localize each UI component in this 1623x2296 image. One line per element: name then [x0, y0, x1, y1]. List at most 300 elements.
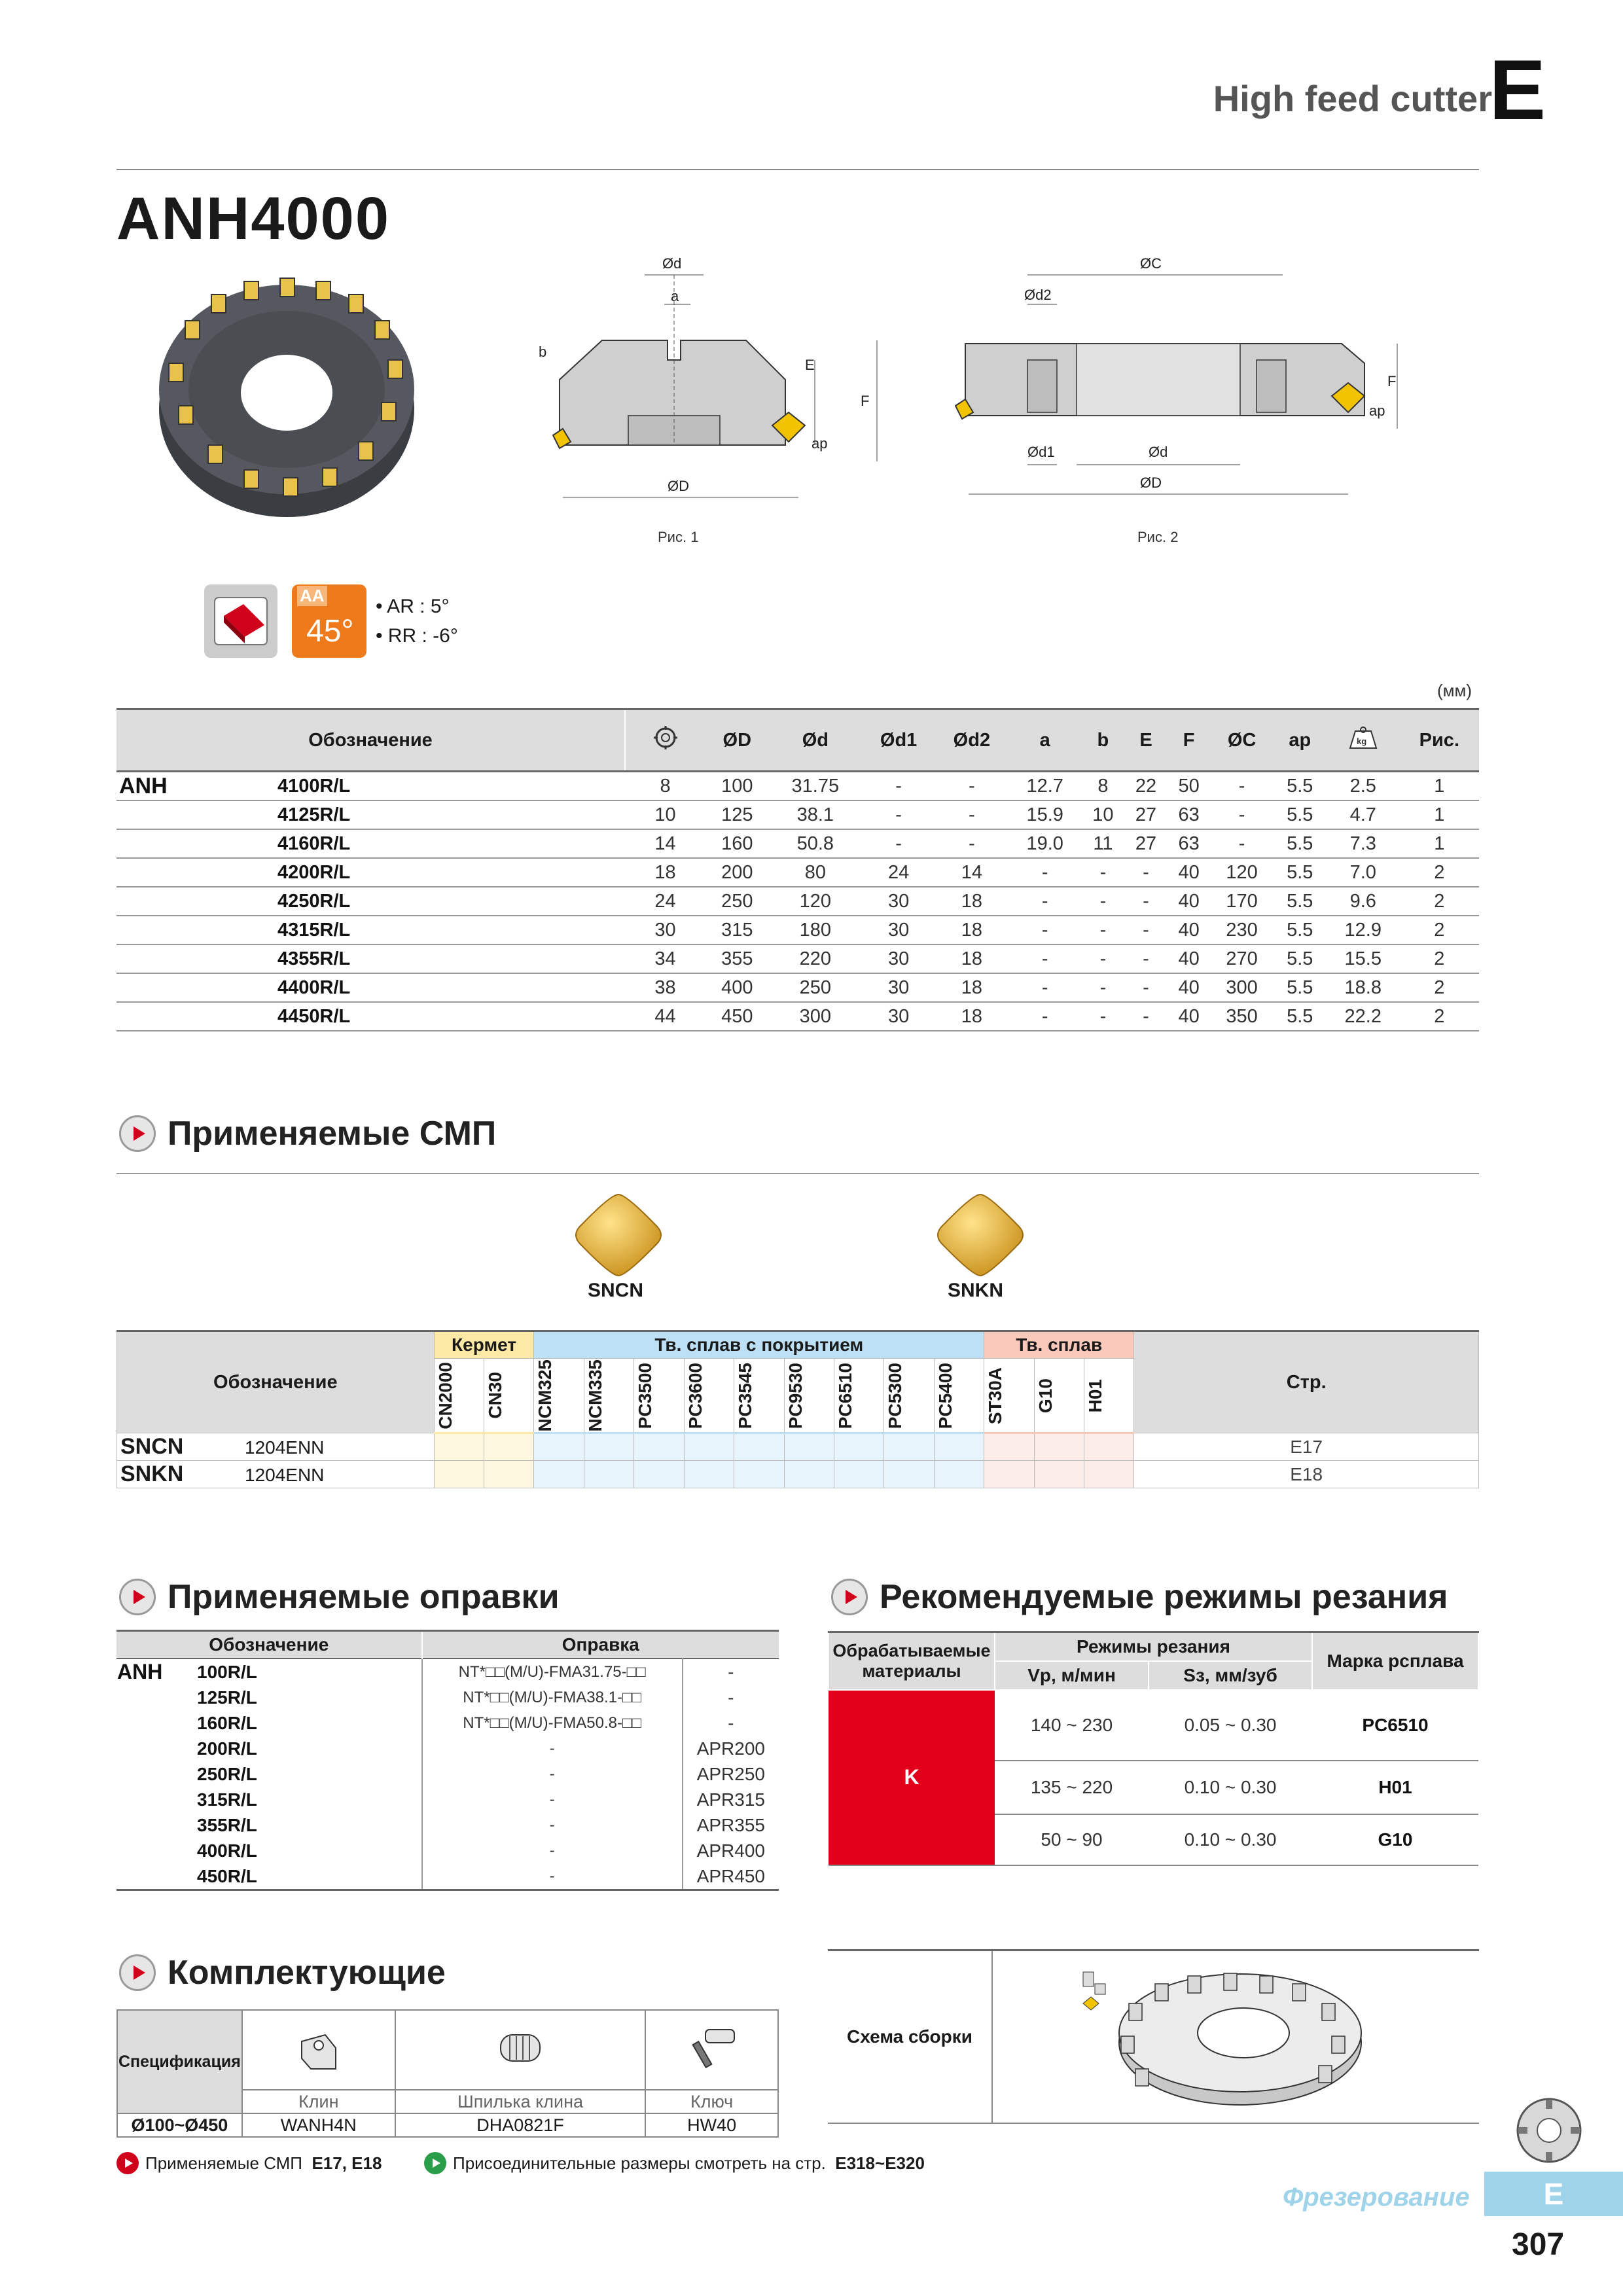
grade-cell — [784, 1461, 834, 1488]
arbor-nt: - — [422, 1787, 683, 1812]
table-cell: 27 — [1124, 829, 1168, 858]
grade-cell — [984, 1433, 1034, 1461]
table-cell: 12.9 — [1327, 916, 1400, 944]
arbors-section-title: Применяемые оправки — [168, 1578, 560, 1616]
table-cell: - — [935, 800, 1008, 829]
insert-designation — [117, 1461, 435, 1488]
table-cell: 7.0 — [1327, 858, 1400, 887]
grade-name — [484, 1359, 534, 1433]
arbor-nt: - — [422, 1761, 683, 1787]
arbor-nt: - — [422, 1736, 683, 1761]
table-cell: 125 — [705, 800, 768, 829]
insert-prefix: SNCN — [120, 1434, 184, 1460]
row-code: 250R/L — [196, 1761, 422, 1787]
grade-name — [434, 1359, 484, 1433]
header-E: E — [1124, 709, 1168, 772]
table-cell: 100 — [705, 772, 768, 801]
table-cell: 22 — [1124, 772, 1168, 801]
table-cell: 38 — [625, 973, 705, 1002]
table-cell: 10 — [625, 800, 705, 829]
grade-cell — [484, 1433, 534, 1461]
grade-name-text: PC5300 — [885, 1362, 906, 1429]
table-cell: - — [1210, 772, 1273, 801]
table-row — [116, 772, 1479, 801]
arbor-apr: - — [728, 1687, 734, 1708]
note-arrow-icon — [424, 2152, 446, 2174]
table-cell: 24 — [862, 858, 935, 887]
arbor-nt: NT*□□(M/U)-FMA31.75-□□ — [422, 1659, 683, 1685]
table-cell: 24 — [625, 887, 705, 916]
parts-range: Ø100~Ø450 — [117, 2113, 242, 2137]
group-coated: Тв. сплав с покрытием — [534, 1331, 984, 1359]
grade-name-text: G10 — [1035, 1378, 1056, 1413]
table-cell: 27 — [1124, 800, 1168, 829]
inserts-section-title: Применяемые СМП — [168, 1115, 497, 1153]
table-cell: 18 — [935, 887, 1008, 916]
table-cell: 22.2 — [1327, 1002, 1400, 1031]
table-cell: 30 — [862, 944, 935, 973]
fig2-f-label: F — [1387, 373, 1397, 389]
table-cell: 40 — [1168, 1002, 1211, 1031]
table-cell: - — [1008, 858, 1082, 887]
table-row — [116, 1812, 779, 1838]
spec-table — [116, 708, 1479, 1031]
arbor-nt: - — [422, 1863, 683, 1890]
note-dimensions — [424, 2152, 925, 2174]
grade-name-text: CN2000 — [435, 1361, 455, 1429]
header-b: b — [1082, 709, 1125, 772]
fig1-d-label: Ød — [662, 255, 682, 272]
table-cell: 230 — [1210, 916, 1273, 944]
table-row — [116, 829, 1479, 858]
assembly-label: Схема сборки — [828, 1951, 993, 2123]
fig1-D-label: ØD — [668, 478, 689, 494]
table-cell: 160 — [705, 829, 768, 858]
units-label: (мм) — [1437, 681, 1472, 700]
row-prefix — [116, 916, 277, 944]
table-cell: - — [1124, 1002, 1168, 1031]
section-title: High feed cutter — [1213, 78, 1492, 119]
grade-name — [934, 1359, 984, 1433]
conditions-section-heading — [831, 1577, 1448, 1617]
row-code: 200R/L — [196, 1736, 422, 1761]
grade-name-text: PC6510 — [834, 1362, 855, 1429]
modes-header: Режимы резания — [995, 1632, 1312, 1661]
figure-1-drawing — [524, 249, 890, 550]
table-cell: 12.7 — [1008, 772, 1082, 801]
row-code: 4125R/L — [277, 800, 625, 829]
grade-name-text: PC5400 — [935, 1362, 955, 1429]
wedge-icon — [242, 2010, 395, 2090]
grade-cell — [684, 1433, 734, 1461]
grade-cell — [1034, 1461, 1084, 1488]
row-code: 4250R/L — [277, 887, 625, 916]
table-cell: 1 — [1400, 800, 1479, 829]
table-cell: 220 — [768, 944, 862, 973]
table-cell: 300 — [768, 1002, 862, 1031]
grade-cell — [1084, 1433, 1133, 1461]
row-code: 100R/L — [196, 1659, 422, 1685]
grades-designation-header: Обозначение — [117, 1331, 435, 1433]
parts-spec-label: Спецификация — [117, 2010, 242, 2113]
header-ap: ap — [1274, 709, 1327, 772]
grade-name-text: PC9530 — [785, 1362, 806, 1429]
table-cell: 34 — [625, 944, 705, 973]
grade-cell — [434, 1461, 484, 1488]
table-cell: - — [1124, 916, 1168, 944]
arbor-apr: APR200 — [696, 1738, 765, 1759]
arbor-apr: - — [728, 1661, 734, 1682]
fig2-D-label: ØD — [1140, 475, 1162, 491]
grade-cell — [584, 1433, 633, 1461]
note-dimensions-text: Присоединительные размеры смотреть на стр. — [453, 2153, 826, 2173]
table-cell: 5.5 — [1274, 800, 1327, 829]
table-cell: 8 — [1082, 772, 1125, 801]
table-row — [116, 1659, 779, 1685]
wedge-screw-code: DHA0821F — [395, 2113, 645, 2137]
recommended-grade: PC6510 — [1312, 1690, 1478, 1761]
footer-section-letter: E — [1484, 2172, 1623, 2216]
note-dimensions-ref[interactable]: E318~E320 — [835, 2153, 925, 2173]
section-letter: E — [1489, 42, 1546, 137]
header-designation: Обозначение — [116, 709, 625, 772]
arbor-apr: - — [728, 1712, 734, 1733]
table-row — [116, 1685, 779, 1710]
table-cell: 30 — [862, 916, 935, 944]
grade-cell — [984, 1461, 1034, 1488]
table-cell: 2 — [1400, 944, 1479, 973]
table-cell: - — [862, 772, 935, 801]
header-fig: Рис. — [1400, 709, 1479, 772]
table-cell: 450 — [705, 1002, 768, 1031]
table-row — [116, 1736, 779, 1761]
table-row — [116, 1838, 779, 1863]
table-cell: - — [1008, 916, 1082, 944]
arbor-apr: APR250 — [696, 1763, 765, 1784]
row-code: 4200R/L — [277, 858, 625, 887]
table-cell: 300 — [1210, 973, 1273, 1002]
table-cell: - — [1082, 858, 1125, 887]
section-arrow-icon — [119, 1579, 156, 1615]
section-arrow-icon — [119, 1954, 156, 1991]
note-arrow-icon — [116, 2152, 139, 2174]
row-prefix — [116, 1863, 196, 1890]
key-name: Ключ — [645, 2090, 778, 2113]
row-prefix — [116, 800, 277, 829]
grade-name-text: PC3500 — [635, 1362, 656, 1429]
row-prefix — [116, 1736, 196, 1761]
grade-name-text: NCM325 — [535, 1359, 556, 1432]
table-cell: - — [1210, 800, 1273, 829]
grade-cell — [684, 1461, 734, 1488]
parts-section-heading — [119, 1953, 446, 1992]
key-code: HW40 — [645, 2113, 778, 2137]
feed-per-tooth: 0.10 ~ 0.30 — [1149, 1761, 1312, 1814]
grade-cell — [834, 1461, 883, 1488]
arbor-apr: APR450 — [696, 1865, 765, 1886]
arbor-apr: APR315 — [696, 1789, 765, 1810]
table-row — [116, 973, 1479, 1002]
group-cermet: Кермет — [434, 1331, 534, 1359]
arbor-apr: APR355 — [696, 1814, 765, 1835]
table-cell: 5.5 — [1274, 916, 1327, 944]
table-cell: - — [1082, 916, 1125, 944]
table-cell: 180 — [768, 916, 862, 944]
grades-table — [116, 1330, 1479, 1488]
row-code: 400R/L — [196, 1838, 422, 1863]
grade-name — [984, 1359, 1034, 1433]
arbors-arbor-header: Оправка — [422, 1631, 779, 1659]
table-cell: 270 — [1210, 944, 1273, 973]
grade-cell — [534, 1461, 584, 1488]
section-arrow-icon — [831, 1579, 868, 1615]
cutter-photo — [149, 262, 424, 524]
table-cell: 31.75 — [768, 772, 862, 801]
table-cell: 40 — [1168, 916, 1211, 944]
figure-2-drawing — [929, 249, 1427, 550]
table-cell: 350 — [1210, 1002, 1273, 1031]
header-d: Ød — [768, 709, 862, 772]
table-cell: 170 — [1210, 887, 1273, 916]
table-cell: 18 — [625, 858, 705, 887]
header-rule — [116, 169, 1479, 170]
table-cell: 15.9 — [1008, 800, 1082, 829]
fig2-d2-label: Ød2 — [1024, 287, 1052, 303]
grade-cell — [1084, 1461, 1133, 1488]
row-prefix — [116, 973, 277, 1002]
grade-name-text: NCM335 — [584, 1359, 605, 1432]
table-cell: - — [862, 829, 935, 858]
row-prefix — [116, 1761, 196, 1787]
row-prefix — [116, 1812, 196, 1838]
fig2-d1-label: Ød1 — [1027, 444, 1055, 460]
grade-name — [534, 1359, 584, 1433]
table-row — [116, 1761, 779, 1787]
table-cell: 14 — [625, 829, 705, 858]
table-cell: 44 — [625, 1002, 705, 1031]
table-cell: 5.5 — [1274, 944, 1327, 973]
row-prefix — [116, 1002, 277, 1031]
vc-header: Vp, м/мин — [995, 1661, 1149, 1690]
insert-code: 1204ENN — [245, 1465, 325, 1486]
angle-badge-value: 45° — [306, 614, 354, 649]
row-code: 4400R/L — [277, 973, 625, 1002]
table-cell: 2 — [1400, 973, 1479, 1002]
table-cell: 18 — [935, 973, 1008, 1002]
insert-prefix: SNKN — [120, 1462, 184, 1487]
table-cell: - — [1082, 887, 1125, 916]
header-D: ØD — [705, 709, 768, 772]
row-prefix — [116, 1685, 196, 1710]
table-cell: 5.5 — [1274, 887, 1327, 916]
table-cell: 30 — [862, 1002, 935, 1031]
header-a: a — [1008, 709, 1082, 772]
grade-name-text: H01 — [1084, 1378, 1105, 1412]
grade-name-text: CN30 — [485, 1372, 506, 1420]
cutting-speed: 135 ~ 220 — [995, 1761, 1149, 1814]
table-cell: 18 — [935, 916, 1008, 944]
model-title: ANH4000 — [116, 185, 390, 252]
row-code: 450R/L — [196, 1863, 422, 1890]
table-cell: 2 — [1400, 858, 1479, 887]
table-cell: 5.5 — [1274, 1002, 1327, 1031]
grade-header: Марка рсплава — [1312, 1632, 1478, 1690]
table-cell: 40 — [1168, 944, 1211, 973]
table-cell: 1 — [1400, 829, 1479, 858]
note-inserts — [116, 2152, 382, 2174]
teeth-icon — [625, 709, 705, 772]
grade-cell — [934, 1461, 984, 1488]
row-prefix — [116, 1787, 196, 1812]
snkn-insert-icon — [928, 1188, 1033, 1286]
arbor-nt: - — [422, 1812, 683, 1838]
insert-designation — [117, 1433, 435, 1461]
feed-per-tooth: 0.10 ~ 0.30 — [1149, 1814, 1312, 1865]
row-code: 315R/L — [196, 1787, 422, 1812]
table-cell: - — [1008, 887, 1082, 916]
fig2-ap-label: ap — [1369, 403, 1385, 419]
table-cell: 30 — [862, 973, 935, 1002]
table-row — [116, 1710, 779, 1736]
grade-cell — [784, 1433, 834, 1461]
table-cell: - — [935, 772, 1008, 801]
inserts-rule — [116, 1173, 1479, 1174]
row-prefix — [116, 829, 277, 858]
header-F: F — [1168, 709, 1211, 772]
table-cell: 5.5 — [1274, 858, 1327, 887]
table-cell: 63 — [1168, 800, 1211, 829]
table-cell: - — [1082, 944, 1125, 973]
table-cell: 14 — [935, 858, 1008, 887]
grade-name — [734, 1359, 784, 1433]
row-code: 4355R/L — [277, 944, 625, 973]
row-code: 4450R/L — [277, 1002, 625, 1031]
grade-name — [584, 1359, 633, 1433]
fig1-ap-label: ap — [812, 435, 828, 452]
grade-name-text: PC3600 — [685, 1362, 705, 1429]
assembly-drawing — [1070, 1958, 1384, 2115]
table-cell: 120 — [768, 887, 862, 916]
header-C: ØC — [1210, 709, 1273, 772]
fig2-c-label: ØC — [1140, 255, 1162, 272]
header-d1: Ød1 — [862, 709, 935, 772]
table-cell: - — [1008, 973, 1082, 1002]
row-code: 4100R/L — [277, 772, 625, 801]
sncn-label: SNCN — [588, 1280, 644, 1301]
table-cell: 250 — [768, 973, 862, 1002]
angle-badge — [292, 584, 366, 658]
table-cell: - — [1008, 1002, 1082, 1031]
table-cell: 7.3 — [1327, 829, 1400, 858]
header-d2: Ød2 — [935, 709, 1008, 772]
grade-cell — [584, 1461, 633, 1488]
table-cell: 50.8 — [768, 829, 862, 858]
arbors-table — [116, 1630, 779, 1891]
table-cell: 4.7 — [1327, 800, 1400, 829]
arbors-designation-header: Обозначение — [116, 1631, 422, 1659]
cutting-speed: 140 ~ 230 — [995, 1690, 1149, 1761]
table-row — [116, 887, 1479, 916]
ar-angle: • AR : 5° — [376, 596, 450, 617]
table-cell: 18 — [935, 1002, 1008, 1031]
row-prefix — [116, 1710, 196, 1736]
table-cell: 2 — [1400, 916, 1479, 944]
recommended-grade: H01 — [1312, 1761, 1478, 1814]
feed-per-tooth: 0.05 ~ 0.30 — [1149, 1690, 1312, 1761]
row-prefix — [116, 1838, 196, 1863]
grade-cell — [884, 1433, 934, 1461]
assembly-box — [828, 1949, 1479, 2124]
table-row — [116, 858, 1479, 887]
table-cell: 18 — [935, 944, 1008, 973]
table-cell: - — [1210, 829, 1273, 858]
figure-2-caption: Рис. 2 — [1137, 529, 1179, 545]
row-code: 4160R/L — [277, 829, 625, 858]
table-cell: 30 — [862, 887, 935, 916]
insert-page-ref[interactable]: E17 — [1134, 1433, 1479, 1461]
wedge-code: WANH4N — [242, 2113, 395, 2137]
table-cell: 38.1 — [768, 800, 862, 829]
row-prefix — [116, 944, 277, 973]
conditions-section-title: Рекомендуемые режимы резания — [880, 1578, 1448, 1616]
grade-name — [834, 1359, 883, 1433]
grade-name — [684, 1359, 734, 1433]
table-cell: - — [1082, 1002, 1125, 1031]
table-cell: 315 — [705, 916, 768, 944]
row-code: 125R/L — [196, 1685, 422, 1710]
table-cell: 2 — [1400, 1002, 1479, 1031]
grade-cell — [734, 1461, 784, 1488]
figure-1-caption: Рис. 1 — [658, 529, 699, 545]
arbor-nt: NT*□□(M/U)-FMA50.8-□□ — [422, 1710, 683, 1736]
grade-cell — [434, 1433, 484, 1461]
table-cell: 30 — [625, 916, 705, 944]
grade-name — [1034, 1359, 1084, 1433]
key-icon — [645, 2010, 778, 2090]
wedge-name: Клин — [242, 2090, 395, 2113]
wedge-screw-name: Шпилька клина — [395, 2090, 645, 2113]
table-row — [116, 800, 1479, 829]
table-row — [829, 1690, 1478, 1761]
table-cell: 5.5 — [1274, 973, 1327, 1002]
table-row — [116, 1787, 779, 1812]
table-cell: 250 — [705, 887, 768, 916]
arbor-apr: APR400 — [696, 1840, 765, 1861]
table-cell: 80 — [768, 858, 862, 887]
table-cell: - — [1124, 887, 1168, 916]
insert-position-icon — [204, 584, 277, 658]
grade-name — [634, 1359, 684, 1433]
parts-section-title: Комплектующие — [168, 1954, 446, 1992]
material-header: Обрабатываемые материалы — [829, 1632, 995, 1690]
group-carbide: Тв. сплав — [984, 1331, 1134, 1359]
sncn-insert-icon — [566, 1188, 671, 1286]
svg-text:kg: kg — [1356, 736, 1366, 746]
table-cell: 5.5 — [1274, 772, 1327, 801]
table-cell: 19.0 — [1008, 829, 1082, 858]
wedge-screw-icon — [395, 2010, 645, 2090]
grade-name-text: ST30A — [985, 1367, 1006, 1424]
conditions-table — [828, 1631, 1479, 1866]
row-prefix — [116, 858, 277, 887]
insert-page-ref[interactable]: E18 — [1134, 1461, 1479, 1488]
table-row — [116, 944, 1479, 973]
footer-cutter-icon — [1513, 2094, 1585, 2166]
row-code: 355R/L — [196, 1812, 422, 1838]
footer-category: Фрезерование — [1283, 2183, 1470, 2212]
parts-table — [116, 2009, 779, 2138]
note-inserts-ref[interactable]: E17, E18 — [312, 2153, 382, 2173]
